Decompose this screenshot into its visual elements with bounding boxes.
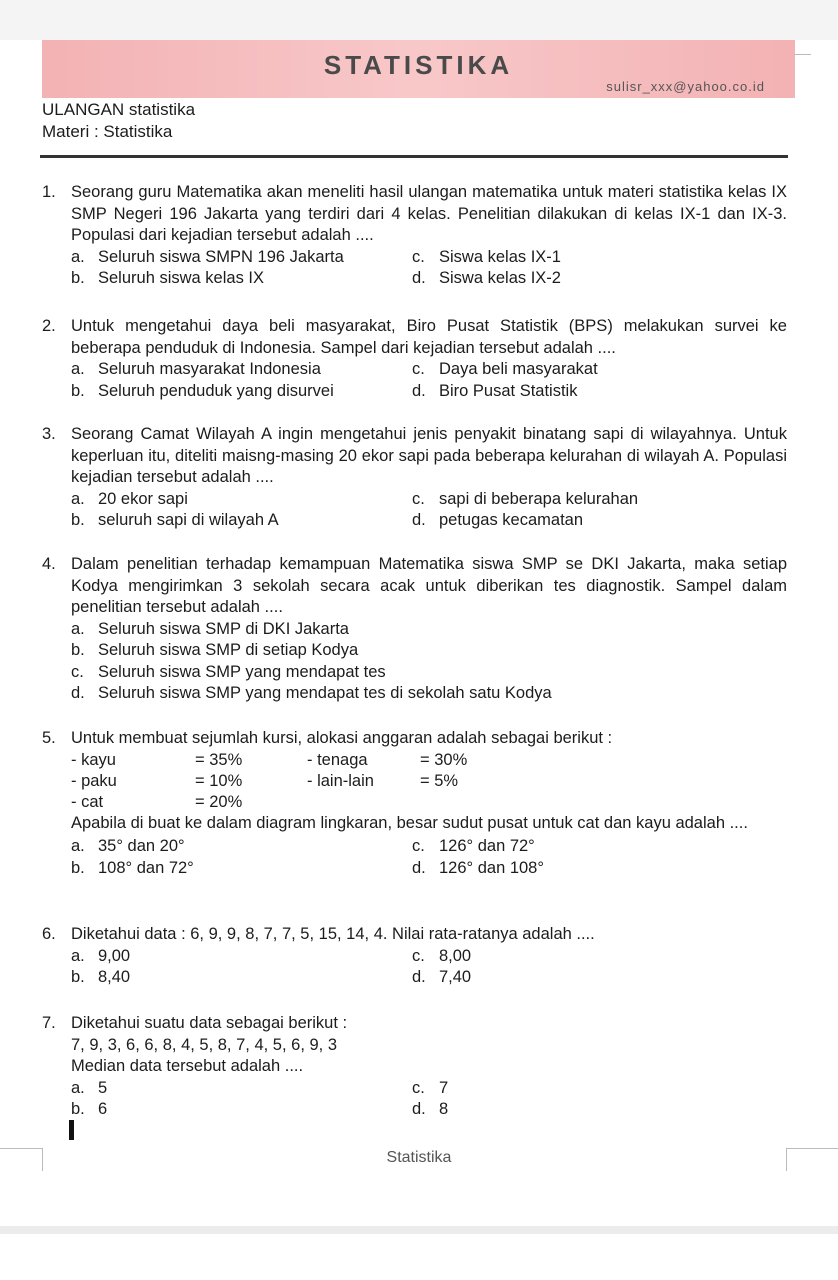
- question-1: [42, 182, 787, 290]
- option-a[interactable]: a. 35° dan 20°: [71, 837, 185, 855]
- option-a[interactable]: a. 9,00: [71, 946, 131, 965]
- question-number: 3.: [42, 425, 56, 443]
- allocation-row: - kayu = 35% - tenaga = 30%: [71, 750, 468, 769]
- option-d[interactable]: d. Siswa kelas IX-2: [412, 269, 561, 287]
- option-c[interactable]: c. 126° dan 72°: [412, 837, 535, 855]
- option-b[interactable]: b. Seluruh siswa kelas IX: [71, 269, 264, 287]
- question-text: Untuk mengetahui daya beli masyarakat, Biro Pusat Statistik (BPS) melakukan survei ke beberapa penduduk di Indonesia. Sampel dari kejadian tersebut adalah ....: [71, 317, 787, 357]
- option-a[interactable]: a. 5: [71, 1078, 108, 1097]
- option-c[interactable]: c. 8,00: [412, 946, 472, 965]
- option-b[interactable]: b. 6: [71, 1100, 108, 1118]
- header-divider: [40, 155, 788, 158]
- option-c[interactable]: c. Siswa kelas IX-1: [412, 247, 561, 266]
- option-b[interactable]: b. seluruh sapi di wilayah A: [71, 511, 279, 529]
- question-number: 2.: [42, 317, 56, 335]
- question-text: Diketahui data : 6, 9, 9, 8, 7, 7, 5, 15, 14, 4. Nilai rata-ratanya adalah ....: [71, 925, 595, 943]
- question-number: 6.: [42, 925, 56, 943]
- text-cursor: [69, 1120, 74, 1140]
- question-7: [42, 1013, 787, 1121]
- data-list: 7, 9, 3, 6, 6, 8, 4, 5, 8, 7, 4, 5, 6, 9, 3: [71, 1035, 338, 1054]
- option-d[interactable]: d. 8: [412, 1100, 449, 1118]
- allocation-row: - cat = 20%: [71, 792, 243, 811]
- question-2: [42, 316, 787, 402]
- option-b[interactable]: b. 108° dan 72°: [71, 858, 194, 877]
- question-text: Dalam penelitian terhadap kemampuan Matematika siswa SMP se DKI Jakarta, maka setiap Kodya mengirimkan 3 sekolah secara acak untuk diberikan tes diagnostik. Sampel dalam penelitian tersebut adalah ....: [71, 555, 787, 616]
- question-text: Untuk membuat sejumlah kursi, alokasi anggaran adalah sebagai berikut :: [71, 729, 613, 747]
- question-number: 4.: [42, 555, 56, 573]
- option-c[interactable]: c. Seluruh siswa SMP yang mendapat tes: [71, 662, 386, 681]
- option-a[interactable]: a. Seluruh siswa SMP di DKI Jakarta: [71, 619, 349, 638]
- question-number: 1.: [42, 183, 56, 201]
- doc-heading: ULANGAN statistika: [42, 100, 196, 119]
- question-text: Diketahui suatu data sebagai berikut :: [71, 1014, 348, 1032]
- option-d[interactable]: d. petugas kecamatan: [412, 511, 584, 529]
- question-text-continued: Median data tersebut adalah ....: [71, 1057, 304, 1075]
- question-5: [42, 728, 787, 879]
- option-c[interactable]: c. sapi di beberapa kelurahan: [412, 489, 639, 508]
- question-6: [42, 924, 787, 989]
- viewer-top-bar: [0, 0, 838, 40]
- question-number: 7.: [42, 1014, 56, 1032]
- doc-subject: Materi : Statistika: [42, 122, 173, 141]
- footer-label: Statistika: [386, 1149, 452, 1166]
- allocation-row: - paku = 10% - lain-lain = 5%: [71, 771, 459, 790]
- question-3: [42, 424, 787, 532]
- question-number: 5.: [42, 729, 56, 747]
- option-b[interactable]: b. 8,40: [71, 968, 131, 986]
- header-banner: [42, 40, 795, 98]
- option-d[interactable]: d. 126° dan 108°: [412, 858, 544, 877]
- option-a[interactable]: a. Seluruh masyarakat Indonesia: [71, 360, 321, 378]
- option-c[interactable]: c. Daya beli masyarakat: [412, 360, 598, 378]
- option-d[interactable]: d. 7,40: [412, 968, 472, 986]
- option-b[interactable]: b. Seluruh siswa SMP di setiap Kodya: [71, 641, 359, 659]
- option-d[interactable]: d. Biro Pusat Statistik: [412, 381, 578, 400]
- option-a[interactable]: a. Seluruh siswa SMPN 196 Jakarta: [71, 247, 344, 266]
- question-text: Seorang guru Matematika akan meneliti hasil ulangan matematika untuk materi statistika kelas IX SMP Negeri 196 Jakarta yang terdiri dari 4 kelas. Penelitian dilakukan di kelas IX-1 dan IX-3. Populasi dari kejadian tersebut adalah ....: [71, 183, 787, 244]
- question-text: Seorang Camat Wilayah A ingin mengetahui jenis penyakit binatang sapi di wilayahnya. Untuk keperluan itu, diteliti maisng-masing 20 ekor sapi pada beberapa kelurahan di wilayah A. Populasi kejadian tersebut adalah ....: [71, 425, 787, 486]
- option-c[interactable]: c. 7: [412, 1078, 449, 1097]
- question-text-continued: Apabila di buat ke dalam diagram lingkaran, besar sudut pusat untuk cat dan kayu adalah ....: [71, 813, 748, 832]
- option-b[interactable]: b. Seluruh penduduk yang disurvei: [71, 381, 334, 400]
- option-a[interactable]: a. 20 ekor sapi: [71, 489, 188, 508]
- question-4: [42, 554, 787, 705]
- page-title: STATISTIKA: [323, 50, 514, 80]
- page-separator: [0, 1226, 838, 1234]
- author-email: sulisr_xxx@yahoo.co.id: [606, 79, 765, 94]
- option-d[interactable]: d. Seluruh siswa SMP yang mendapat tes di sekolah satu Kodya: [71, 684, 552, 702]
